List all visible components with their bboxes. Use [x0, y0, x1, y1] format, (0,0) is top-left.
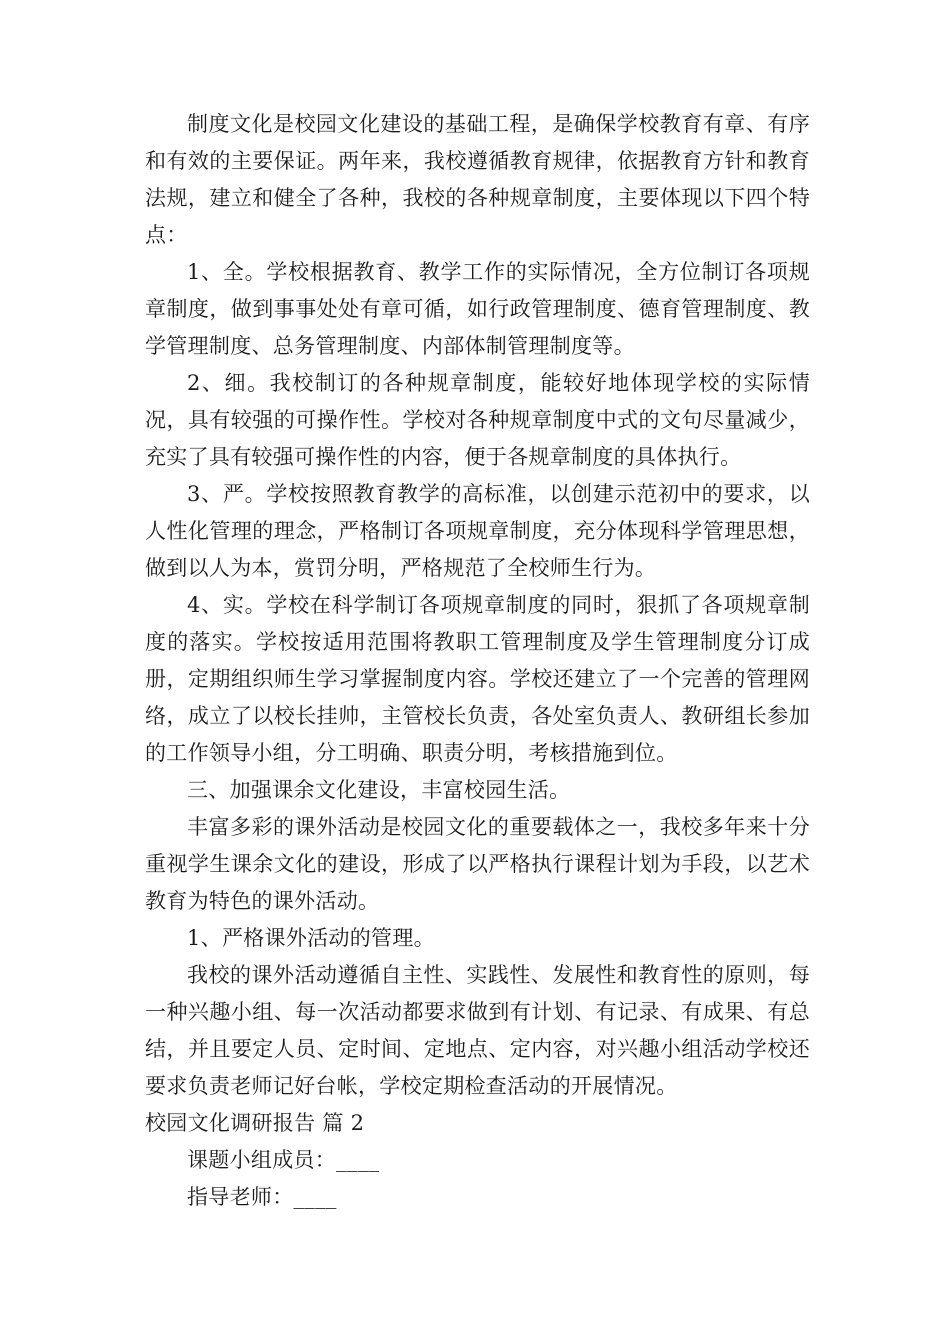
paragraph-point-1: 1、全。学校根据教育、教学工作的实际情况，全方位制订各项规章制度，做到事事处处有章可循，如行政管理制度、德育管理制度、教学管理制度、总务管理制度、内部体制管理制度等。	[145, 260, 810, 358]
subheading-activity-management: 1、严格课外活动的管理。	[187, 926, 435, 950]
paragraph-extracurricular: 丰富多彩的课外活动是校园文化的重要载体之一，我校多年来十分重视学生课余文化的建设，形成了以严格执行课程计划为手段，以艺术教育为特色的课外活动。	[145, 815, 810, 913]
section-heading-3: 三、加强课余文化建设，丰富校园生活。	[187, 778, 571, 802]
paragraph-intro: 制度文化是校园文化建设的基础工程，是确保学校教育有章、有序和有效的主要保证。两年来，我校遵循教育规律，依据教育方针和教育法规，建立和健全了各种，我校的各种规章制度，主要体现以下四个特点：	[145, 112, 810, 247]
field-group-members: 课题小组成员：____	[187, 1148, 380, 1172]
paragraph-point-3: 3、严。学校按照教育教学的高标准，以创建示范初中的要求，以人性化管理的理念，严格制订各项规章制度，充分体现科学管理思想，做到以人为本，赏罚分明，严格规范了全校师生行为。	[145, 482, 810, 580]
paragraph-point-2: 2、细。我校制订的各种规章制度，能较好地体现学校的实际情况，具有较强的可操作性。学校对各种规章制度中式的文句尽量减少，充实了具有较强可操作性的内容，便于各规章制度的具体执行。	[145, 371, 810, 469]
paragraph-activity-principles: 我校的课外活动遵循自主性、实践性、发展性和教育性的原则，每一种兴趣小组、每一次活动都要求做到有计划、有记录、有成果、有总结，并且要定人员、定时间、定地点、定内容，对兴趣小组活动学校还要求负责老师记好台帐，学校定期检查活动的开展情况。	[145, 963, 810, 1098]
paragraph-point-4: 4、实。学校在科学制订各项规章制度的同时，狠抓了各项规章制度的落实。学校按适用范围将教职工管理制度及学生管理制度分订成册，定期组织师生学习掌握制度内容。学校还建立了一个完善的管理网络，成立了以校长挂帅，主管校长负责，各处室负责人、教研组长参加的工作领导小组，分工明确、职责分明，考核措施到位。	[145, 593, 810, 765]
report-title-part-2: 校园文化调研报告 篇 2	[145, 1111, 365, 1135]
field-advisor: 指导老师：____	[187, 1185, 337, 1209]
document-body	[145, 106, 810, 1216]
